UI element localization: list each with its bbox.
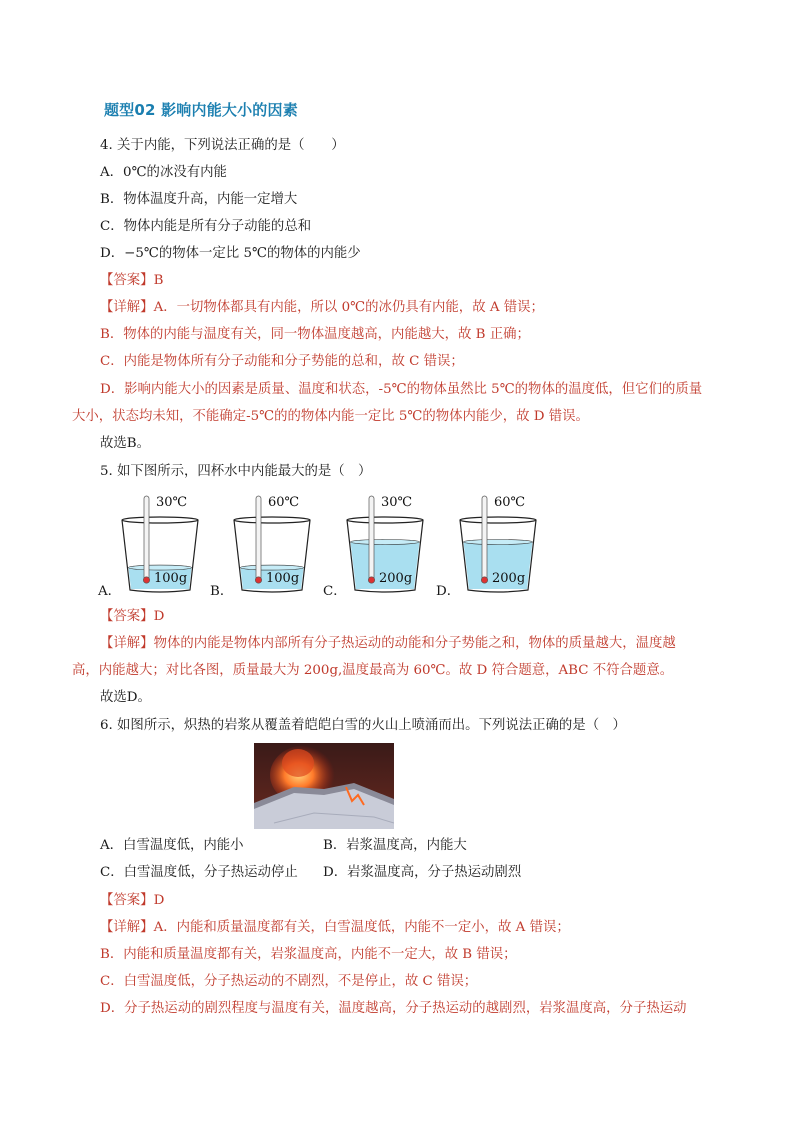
- q6-detail-4: D．分子热运动的剧烈程度与温度有关，温度越高，分子热运动的越剧烈，岩浆温度高，分子热运动: [100, 1001, 687, 1016]
- mass-label: 100g: [266, 571, 300, 586]
- q4-conclusion: 故选B。: [100, 436, 151, 451]
- q6-option-c: C．白雪温度低，分子热运动停止: [100, 865, 298, 880]
- beaker-rim: [347, 517, 423, 523]
- beaker-drawing: [230, 486, 314, 598]
- q6-detail-2: B．内能和质量温度都有关，岩浆温度高，内能不一定大，故 B 错误；: [100, 947, 517, 962]
- q5-answer: [100, 607, 164, 627]
- beaker-b: [210, 486, 320, 601]
- thermometer: [256, 496, 261, 580]
- mass-label: 200g: [492, 571, 526, 586]
- mass-label: 100g: [154, 571, 188, 586]
- water-surface: [240, 565, 303, 570]
- thermometer: [369, 496, 374, 580]
- beaker-rim: [234, 517, 310, 523]
- beaker-rim: [460, 517, 536, 523]
- beaker-drawing: [118, 486, 202, 598]
- water-surface: [464, 540, 533, 545]
- q5-detail-1: [100, 634, 676, 654]
- answer-tag: 【答案】: [100, 273, 154, 288]
- q4-option-d: D．−5℃的物体一定比 5℃的物体的内能少: [100, 246, 361, 261]
- answer-value: D: [153, 609, 165, 624]
- temperature-label: 60℃: [268, 495, 300, 510]
- q4-detail-3: C．内能是物体所有分子动能和分子势能的总和，故 C 错误；: [100, 354, 464, 369]
- q6-detail-3: C．白雪温度低，分子热运动的不剧烈，不是停止，故 C 错误；: [100, 974, 478, 989]
- thermometer-bulb: [255, 577, 261, 583]
- q4-option-c: C．物体内能是所有分子动能的总和: [100, 219, 312, 234]
- detail-tag: 【详解】: [100, 920, 154, 935]
- temperature-label: 30℃: [156, 495, 188, 510]
- q5-detail-2: 高，内能越大；对比各图，质量最大为 200g,温度最高为 60℃。故 D 符合题意，ABC 不符合题意。: [72, 663, 674, 678]
- answer-tag: 【答案】: [100, 893, 154, 908]
- beaker-d: [436, 486, 546, 601]
- beaker-c: [323, 486, 433, 601]
- q6-detail-1: [100, 918, 570, 938]
- beaker-option-letter: B．: [210, 584, 234, 599]
- mass-label: 200g: [379, 571, 413, 586]
- beaker-drawing: [343, 486, 427, 598]
- q6-option-a: A．白雪温度低，内能小: [100, 838, 244, 853]
- beaker-figure: [98, 486, 558, 601]
- temperature-label: 60℃: [494, 495, 526, 510]
- beaker-drawing: [456, 486, 540, 598]
- q4-option-b: B．物体温度升高，内能一定增大: [100, 192, 298, 207]
- q4-answer: [100, 271, 163, 291]
- q5-conclusion: 故选D。: [100, 690, 151, 705]
- section-heading: 题型02 影响内能大小的因素: [104, 101, 298, 119]
- q4-detail-4: D．影响内能大小的因素是质量、温度和状态，-5℃的物体虽然比 5℃的物体的温度低，但它们的质量: [100, 382, 703, 397]
- water-surface: [351, 540, 420, 545]
- answer-tag: 【答案】: [100, 609, 154, 624]
- water-surface: [128, 565, 191, 570]
- volcano-photo: [254, 743, 394, 829]
- answer-value: D: [153, 893, 165, 908]
- beaker-option-letter: D．: [436, 584, 461, 599]
- q6-option-d: D．岩浆温度高，分子热运动剧烈: [323, 865, 522, 880]
- q6-stem: 6. 如图所示，炽热的岩浆从覆盖着皑皑白雪的火山上喷涌而出。下列说法正确的是（ ）: [100, 718, 626, 733]
- detail-text: A．内能和质量温度都有关，白雪温度低，内能不一定小，故 A 错误；: [153, 920, 570, 935]
- q5-stem: 5. 如下图所示，四杯水中内能最大的是（ ）: [100, 464, 372, 479]
- beaker-a: [98, 486, 208, 601]
- q4-stem: 4. 关于内能，下列说法正确的是（ ）: [100, 138, 345, 153]
- answer-value: B: [153, 273, 164, 288]
- beaker-option-letter: C．: [323, 584, 347, 599]
- thermometer: [482, 496, 487, 580]
- beaker-option-letter: A．: [98, 584, 122, 599]
- temperature-label: 30℃: [381, 495, 413, 510]
- q4-option-a: A．0℃的冰没有内能: [100, 165, 227, 180]
- detail-tag: 【详解】: [100, 300, 154, 315]
- q6-answer: [100, 891, 164, 911]
- detail-text: A．一切物体都具有内能，所以 0℃的冰仍具有内能，故 A 错误；: [153, 300, 544, 315]
- detail-text: 物体的内能是物体内部所有分子热运动的动能和分子势能之和，物体的质量越大，温度越: [153, 636, 676, 651]
- beaker-rim: [122, 517, 198, 523]
- q4-detail-5: 大小，状态均未知，不能确定-5℃的的物体内能一定比 5℃的物体内能少，故 D 错误。: [72, 409, 589, 424]
- thermometer: [144, 496, 149, 580]
- thermometer-bulb: [143, 577, 149, 583]
- detail-tag: 【详解】: [100, 636, 154, 651]
- q4-detail-2: B．物体的内能与温度有关，同一物体温度越高，内能越大，故 B 正确；: [100, 327, 530, 342]
- thermometer-bulb: [481, 577, 487, 583]
- q6-option-b: B．岩浆温度高，内能大: [323, 838, 467, 853]
- q4-detail-1: [100, 298, 544, 318]
- thermometer-bulb: [368, 577, 374, 583]
